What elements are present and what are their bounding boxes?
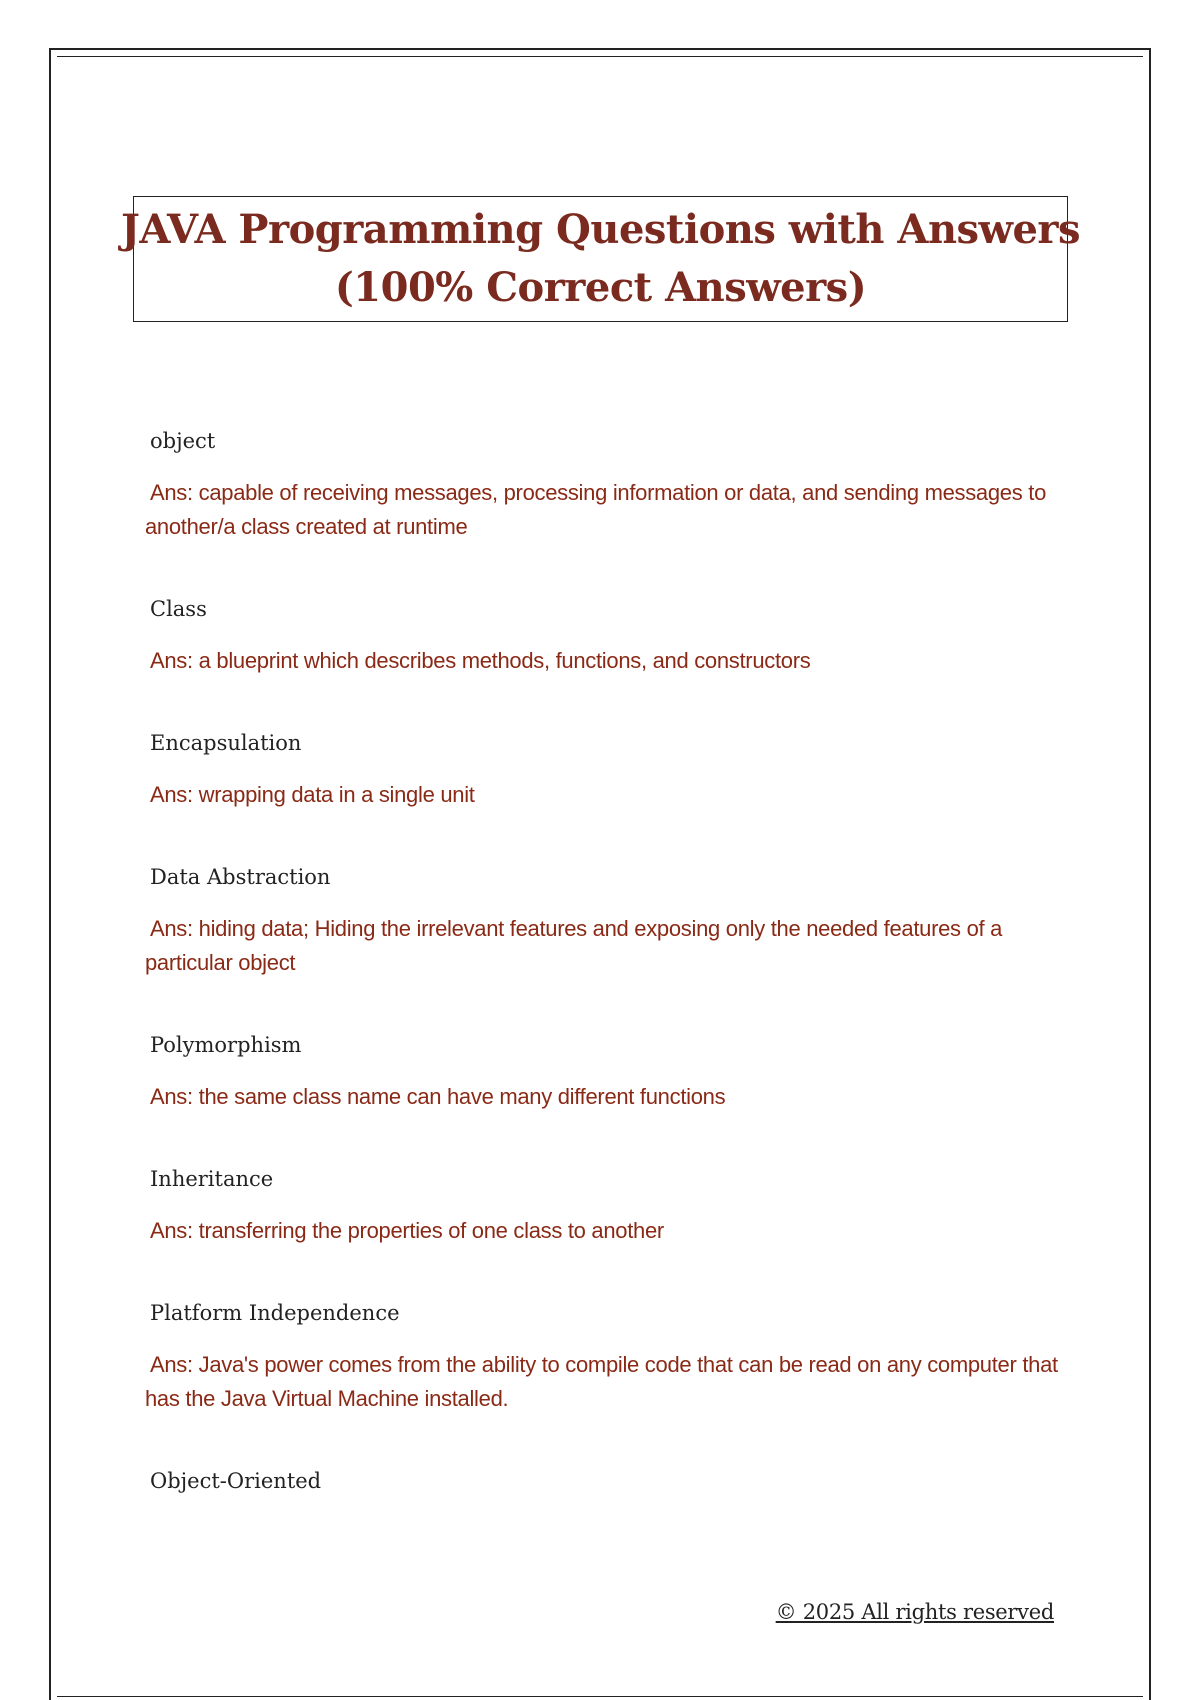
qa-term: Encapsulation [150, 731, 302, 755]
qa-item [145, 1464, 1065, 1498]
qa-term: Polymorphism [150, 1033, 302, 1057]
bottom-rule [57, 1696, 1143, 1697]
title-box [120, 196, 1081, 322]
qa-item [145, 592, 1065, 678]
title-line-2: (100% Correct Answers) [334, 264, 867, 311]
qa-term: Platform Independence [150, 1301, 400, 1325]
qa-item [145, 726, 1065, 812]
qa-answer: Ans: a blueprint which describes methods, functions, and constructors [150, 648, 811, 673]
qa-item [145, 1028, 1065, 1114]
qa-item [145, 1162, 1065, 1248]
qa-term: Data Abstraction [150, 865, 331, 889]
top-rule [57, 56, 1143, 57]
qa-term: Class [150, 597, 207, 621]
qa-item [145, 860, 1065, 980]
copyright-footer: © 2025 All rights reserved [775, 1600, 1054, 1624]
qa-answer: Ans: wrapping data in a single unit [150, 782, 475, 807]
qa-term: Inheritance [150, 1167, 274, 1191]
qa-answer: Ans: capable of receiving messages, processing information or data, and sending messages to another/a class created at runtime [145, 480, 1047, 539]
title-line-1: JAVA Programming Questions with Answers [120, 206, 1081, 253]
qa-term: object [150, 429, 216, 453]
qa-answer: Ans: transferring the properties of one class to another [150, 1218, 664, 1243]
qa-item [145, 1296, 1065, 1416]
qa-answer: Ans: hiding data; Hiding the irrelevant features and exposing only the needed features of a particular object [145, 916, 1003, 975]
qa-answer: Ans: the same class name can have many different functions [150, 1084, 726, 1109]
qa-answer: Ans: Java's power comes from the ability to compile code that can be read on any computer that has the Java Virtual Machine installed. [145, 1352, 1058, 1411]
qa-term: Object-Oriented [150, 1469, 322, 1493]
qa-list [145, 424, 1065, 1546]
qa-item [145, 424, 1065, 544]
